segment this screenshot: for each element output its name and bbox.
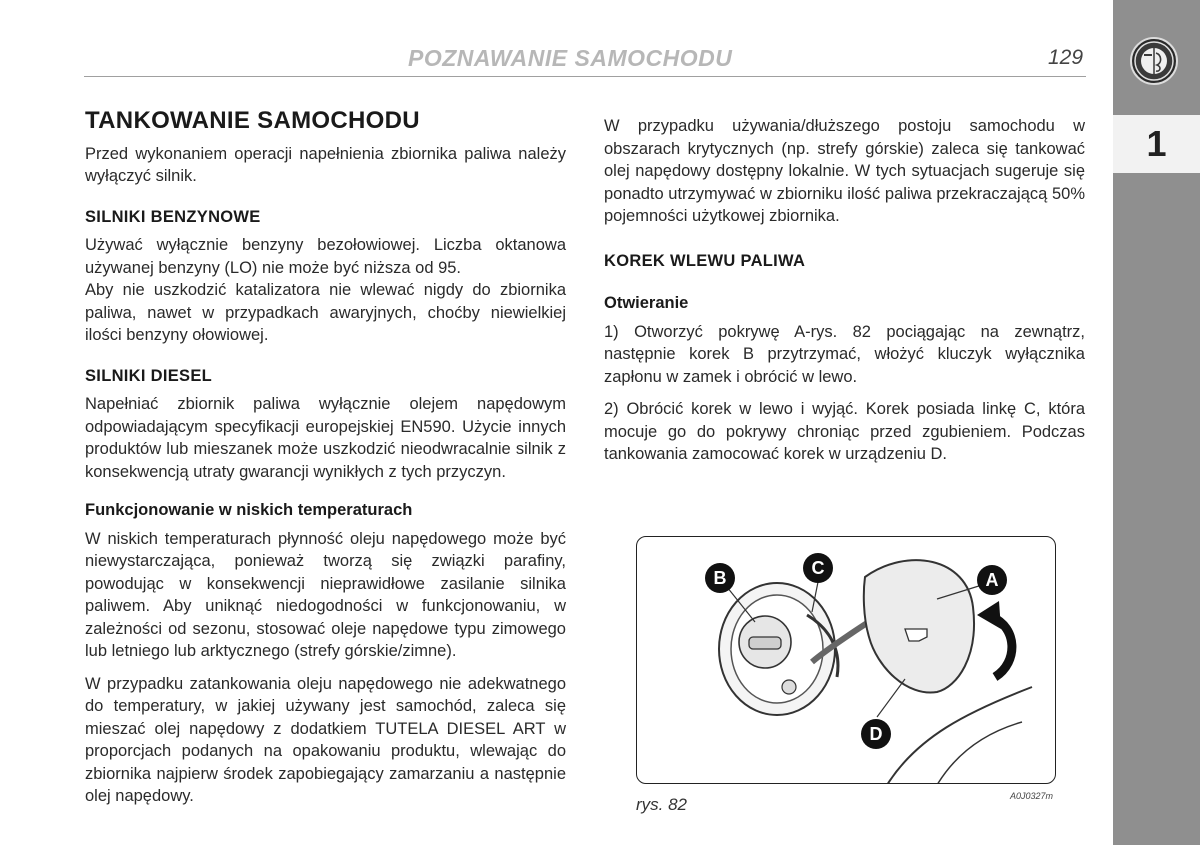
heading-petrol-engines: SILNIKI BENZYNOWE	[85, 207, 261, 226]
figure-code: A0J0327m	[1010, 791, 1054, 801]
rotation-arrow-icon	[977, 601, 1012, 677]
figure-label-c: C	[803, 553, 833, 583]
diesel-paragraph-1: Napełniać zbiornik paliwa wyłącznie olejem napędowym odpowiadającym specyfikacji europejskiej EN590. Użycie innych produktów lub mieszanek może uszkodzić nieodwracalnie silnik z konsekwencją utraty gwarancji wynikłych z tych przyczyn.	[85, 395, 566, 481]
figure-label-a: A	[977, 565, 1007, 595]
opening-step-2: 2) Obrócić korek w lewo i wyjąć. Korek posiada linkę C, która mocuje go do pokrywy chroniąc przed zgubieniem. Podczas tankowania zamocować korek w urządzeniu D.	[604, 400, 1085, 463]
intro-paragraph: Przed wykonaniem operacji napełnienia zbiornika paliwa należy wyłączyć silnik.	[85, 144, 566, 185]
figure-label-b: B	[705, 563, 735, 593]
page-number: 129	[1048, 46, 1084, 69]
low-temp-paragraph-2: W przypadku zatankowania oleju napędowego nie adekwatnego do temperatury, w jakiej używany jest samochód, zaleca się mieszać olej napędowy z dodatkiem TUTELA DIESEL ART w proporcjach podanych na opakowaniu produktu, wlewając do zbiornika najpierw środek zapobiegający zamarzaniu a następnie olej napędowy.	[85, 674, 566, 805]
figure-label-d: D	[861, 719, 891, 749]
header-divider	[84, 76, 1086, 77]
petrol-paragraph-1: Używać wyłącznie benzyny bezołowiowej. Liczba oktanowa używanej benzyny (LO) nie może być niższa od 95.	[85, 236, 566, 277]
critical-areas-paragraph: W przypadku używania/dłuższego postoju samochodu w obszarach krytycznych (np. strefy górskie) zaleca się tankować olej napędowy dostępny lokalnie. W tych sytuacjach sugeruje się ponadto utrzymywać w zbiorniku ilość paliwa przekraczającą 50% pojemności użytkowej zbiornika.	[604, 117, 1085, 225]
heading-fuel-cap: KOREK WLEWU PALIWA	[604, 251, 806, 270]
heading-opening: Otwieranie	[604, 294, 689, 312]
alfa-romeo-badge-icon	[1130, 37, 1178, 85]
right-column	[604, 115, 1085, 466]
opening-step-1: 1) Otworzyć pokrywę A-rys. 82 pociągając na zewnątrz, następnie korek B przytrzymać, włożyć kluczyk wyłącznika zapłonu w zamek i obrócić w lewo.	[604, 322, 1085, 386]
chapter-number-box[interactable]: 1	[1113, 115, 1200, 173]
chapter-side-tab	[1113, 0, 1200, 845]
petrol-paragraph-2: Aby nie uszkodzić katalizatora nie wlewać nigdy do zbiornika paliwa, nawet w przypadkach awaryjnych, choćby niewielkiej ilości benzyny ołowiowej.	[85, 281, 566, 344]
left-column	[85, 107, 566, 808]
heading-low-temperature: Funkcjonowanie w niskich temperaturach	[85, 501, 413, 519]
fuel-cap-figure	[636, 536, 1056, 784]
page-header-title: POZNAWANIE SAMOCHODU	[408, 45, 733, 71]
low-temp-paragraph-1: W niskich temperaturach płynność oleju napędowego może być niewystarczająca, ponieważ tworzą się związki parafiny, powodując w konsekwencji nieprawidłowe zasilanie silnika paliwem. Aby uniknąć niedogodności w funkcjonowaniu, w zależności od sezonu, stosować oleje napędowe typu zimowego lub letniego lub arktycznego (strefy górskie/zimne).	[85, 529, 566, 660]
heading-diesel-engines: SILNIKI DIESEL	[85, 366, 213, 385]
figure-caption: rys. 82	[636, 795, 688, 814]
section-heading-refueling: TANKOWANIE SAMOCHODU	[85, 107, 420, 134]
